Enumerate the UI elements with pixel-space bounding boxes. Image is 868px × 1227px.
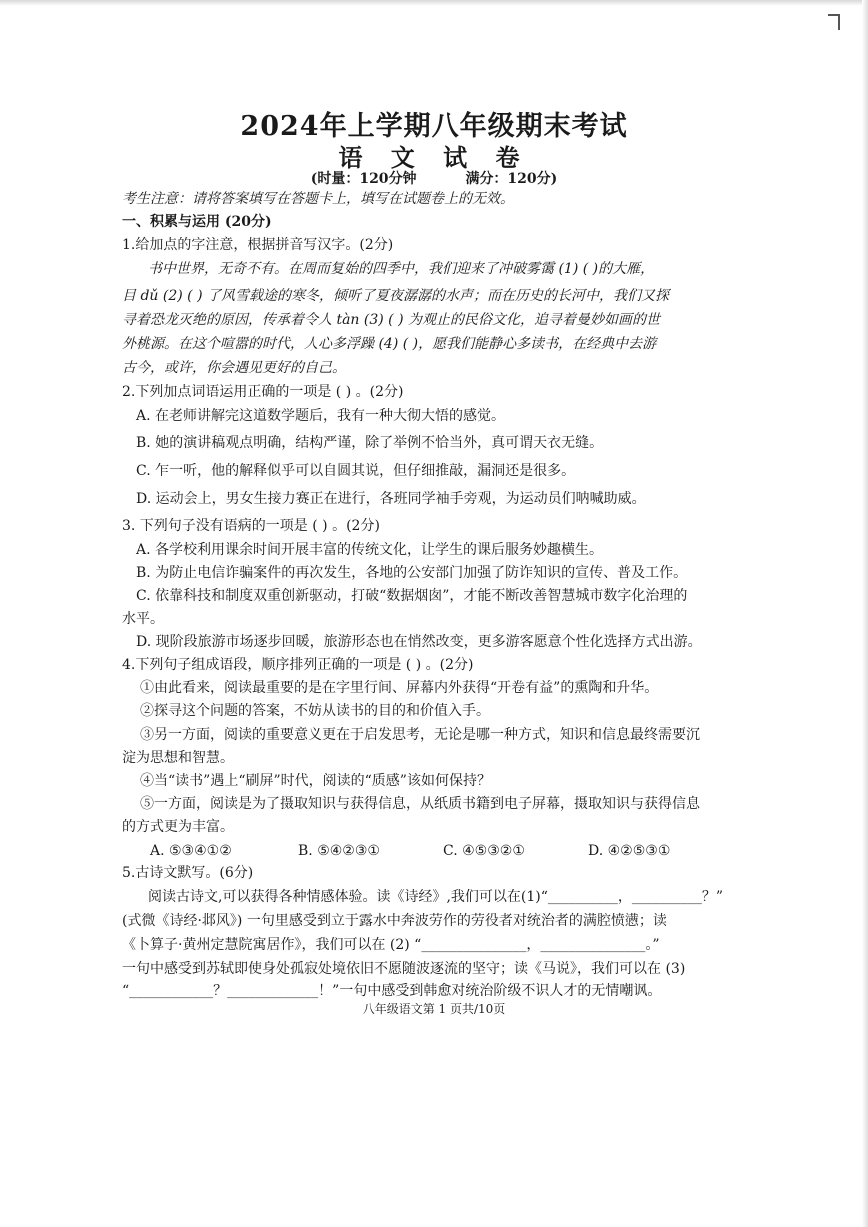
section-heading: 一、积累与运用 (20分) <box>122 214 272 230</box>
answer-option: B. 她的演讲稿观点明确，结构严谨，除了举例不恰当外，真可谓天衣无缝。 <box>136 435 604 451</box>
question-stem: 5.古诗文默写。(6分) <box>122 865 254 881</box>
full-score: 满分：120分) <box>465 171 558 187</box>
answer-option: B. ⑤④②③① <box>298 843 380 859</box>
sentence-item-continued: 淀为思想和智慧。 <box>122 750 234 766</box>
passage-line: 一句中感受到苏轼即使身处孤寂处境依旧不愿随波逐流的坚守；读《马说》，我们可以在 (3) <box>122 961 686 977</box>
sentence-item: ①由此看来，阅读最重要的是在字里行间、屏幕内外获得“开卷有益”的熏陶和升华。 <box>140 680 659 696</box>
time-and-score <box>0 168 868 188</box>
passage-line: 寻着恐龙灭绝的原因，传承着令人 tàn (3) ( ) 为观止的民俗文化，追寻着曼妙如画的世 <box>122 312 660 328</box>
answer-option: A. ⑤③④①② <box>150 843 232 859</box>
sentence-item-continued: 的方式更为丰富。 <box>122 819 234 835</box>
exam-notice: 考生注意：请将答案填写在答题卡上，填写在试题卷上的无效。 <box>122 191 514 207</box>
question-stem: 4.下列句子组成语段，顺序排列正确的一项是 ( ) 。(2分) <box>122 657 474 673</box>
answer-option: C. ④⑤③②① <box>443 843 525 859</box>
answer-option: A. 各学校利用课余时间开展丰富的传统文化，让学生的课后服务妙趣横生。 <box>136 542 604 558</box>
answer-option: A. 在老师讲解完这道数学题后，我有一种大彻大悟的感觉。 <box>136 408 506 424</box>
passage-line: 《卜算子·黄州定慧院寓居作》，我们可以在 (2) “_______________，_______________。” <box>122 937 660 953</box>
exam-subtitle: 语 文 试 卷 <box>338 143 530 172</box>
sentence-item: ③另一方面，阅读的重要意义更在于启发思考，无论是哪一种方式，知识和信息最终需要沉 <box>140 727 700 743</box>
answer-option: D. 现阶段旅游市场逐步回暖，旅游形态也在悄然改变，更多游客愿意个性化选择方式出游。 <box>136 634 702 650</box>
sentence-item: ②探寻这个问题的答案，不妨从读书的目的和价值入手。 <box>140 703 490 719</box>
answer-option: B. 为防止电信诈骗案件的再次发生，各地的公安部门加强了防诈知识的宣传、普及工作。 <box>136 565 688 581</box>
question-stem: 1.给加点的字注意，根据拼音写汉字。(2分) <box>122 237 394 253</box>
answer-option: D. 运动会上，男女生接力赛正在进行，各班同学袖手旁观，为运动员们呐喊助威。 <box>136 491 646 507</box>
sentence-item: ⑤一方面，阅读是为了摄取知识与获得信息，从纸质书籍到电子屏幕，摄取知识与获得信息 <box>140 796 700 812</box>
answer-option: D. ④②⑤③① <box>588 843 671 859</box>
corner-crop-mark <box>828 14 840 30</box>
passage-line: 古今，或许，你会遇见更好的自己。 <box>122 360 346 376</box>
passage-line: 书中世界，无奇不有。在周而复始的四季中，我们迎来了冲破雾霭 (1) ( )的大雁， <box>148 261 655 277</box>
scan-edge <box>0 0 868 6</box>
passage-line: “____________？_____________！”一句中感受到韩愈对统治阶级不识人才的无情嘲讽。 <box>122 983 662 999</box>
answer-option: C. 依靠科技和制度双重创新驱动，打破“数据烟囱”，才能不断改善智慧城市数字化治理的 <box>136 588 688 604</box>
passage-line: 目 dǔ (2) ( ) 了风雪载途的寒冬，倾听了夏夜潺潺的水声；而在历史的长河中，我们又探 <box>122 288 669 304</box>
passage-line: 阅读古诗文,可以获得各种情感体验。读《诗经》,我们可以在(1)“__________，__________？” <box>148 889 724 905</box>
question-stem: 3. 下列句子没有语病的一项是 ( ) 。(2分) <box>122 518 380 534</box>
question-stem: 2.下列加点词语运用正确的一项是 ( ) 。(2分) <box>122 384 404 400</box>
time-limit: (时量：120分钟 <box>310 171 417 187</box>
sentence-item: ④当“读书”遇上“刷屏”时代，阅读的“质感”该如何保持？ <box>140 773 491 789</box>
exam-title: 2024年上学期八年级期末考试 <box>240 111 628 142</box>
page-footer: 八年级语文第 1 页共/10页 <box>362 1002 506 1016</box>
passage-line: (式微《诗经·邶风》) 一句里感受到立于露水中奔波劳作的劳役者对统治者的满腔愤懑；读 <box>122 913 667 929</box>
answer-option-continued: 水平。 <box>122 611 164 627</box>
passage-line: 外桃源。在这个喧嚣的时代，人心多浮躁 (4) ( )，愿我们能静心多读书，在经典中去游 <box>122 336 657 352</box>
answer-option: C. 乍一听，他的解释似乎可以自圆其说，但仔细推敲，漏洞还是很多。 <box>136 463 576 479</box>
